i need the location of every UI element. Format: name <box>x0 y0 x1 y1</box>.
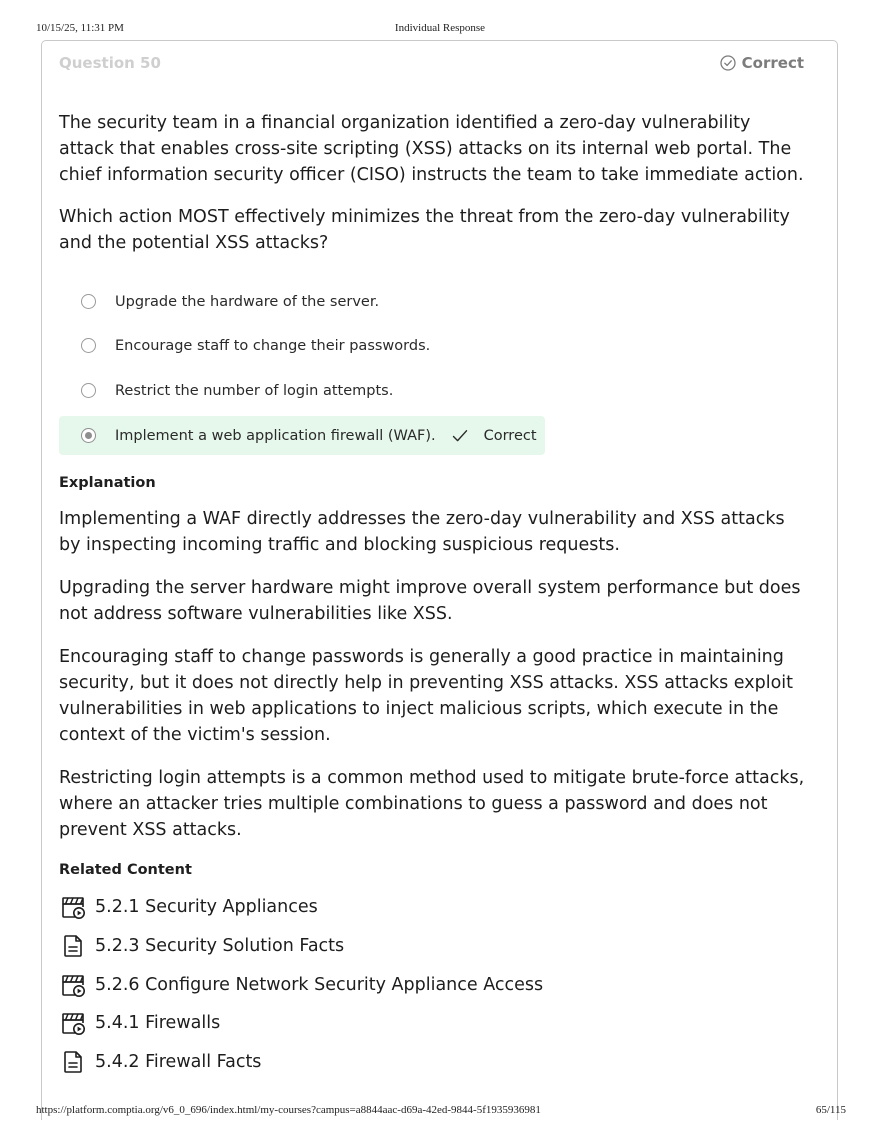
related-link-firewalls[interactable] <box>59 1009 220 1037</box>
answer-option-2[interactable] <box>59 326 545 365</box>
question-text: The security team in a financial organization identified a zero-day vulnerability attack that enables cross-site scripting (XSS) attacks on its internal web portal. The chief information security officer (CISO) instructs the team to take immediate action. <box>59 113 804 185</box>
answer-option-label: Upgrade the hardware of the server. <box>115 293 380 310</box>
answer-option-label: Implement a web application firewall (WAF). <box>115 427 436 444</box>
answer-option-1[interactable] <box>59 282 545 321</box>
related-link-security-appliances[interactable] <box>59 893 318 921</box>
explanation-paragraph: Upgrading the server hardware might improve overall system performance but does not address software vulnerabilities like XSS. <box>59 578 801 624</box>
radio-button-selected[interactable] <box>81 428 96 443</box>
question-prompt: Which action MOST effectively minimizes the threat from the zero-day vulnerability and the potential XSS attacks? <box>59 207 790 253</box>
print-datetime: 10/15/25, 11:31 PM <box>36 22 124 34</box>
status-badge <box>720 54 804 72</box>
radio-button[interactable] <box>81 338 96 353</box>
related-content-heading: Related Content <box>59 862 192 878</box>
video-clapper-icon <box>59 971 87 999</box>
print-url: https://platform.comptia.org/v6_0_696/index.html/my-courses?campus=a8844aac-d69a-42ed-9844-5f1935936981 <box>36 1104 541 1116</box>
checkmark-icon <box>452 429 468 443</box>
related-link-firewall-facts[interactable] <box>59 1048 261 1076</box>
question-number: Question 50 <box>59 54 161 72</box>
status-label: Correct <box>741 54 804 72</box>
video-clapper-icon <box>59 1009 87 1037</box>
related-link-label: 5.2.3 Security Solution Facts <box>95 936 345 956</box>
answer-option-label: Restrict the number of login attempts. <box>115 382 394 399</box>
related-link-security-solution-facts[interactable] <box>59 932 344 960</box>
explanation-paragraph: Restricting login attempts is a common method used to mitigate brute-force attacks, where an attacker tries multiple combinations to guess a password and does not prevent XSS attacks. <box>59 768 805 840</box>
radio-button[interactable] <box>81 294 96 309</box>
print-footer <box>0 1104 880 1118</box>
answer-option-3[interactable] <box>59 371 545 410</box>
print-title: Individual Response <box>394 22 486 34</box>
document-icon <box>59 1048 87 1076</box>
radio-button[interactable] <box>81 383 96 398</box>
print-page-number: 65/115 <box>815 1104 846 1116</box>
related-link-label: 5.4.2 Firewall Facts <box>95 1052 262 1072</box>
question-card <box>41 40 838 1120</box>
explanation-heading: Explanation <box>59 475 156 491</box>
print-header <box>0 22 880 36</box>
related-link-configure-network-security-appliance-access[interactable] <box>59 971 543 999</box>
explanation-paragraph: Encouraging staff to change passwords is generally a good practice in maintaining security, but it does not directly help in preventing XSS attacks. XSS attacks exploit vulnerabilities in web applications to inject malicious scripts, which execute in the context of the victim's session. <box>59 647 794 745</box>
answer-option-label: Encourage staff to change their passwords. <box>115 337 431 354</box>
related-link-label: 5.2.6 Configure Network Security Appliance Access <box>95 975 544 995</box>
correct-indicator <box>452 428 537 444</box>
explanation-paragraph: Implementing a WAF directly addresses the zero-day vulnerability and XSS attacks by inspecting incoming traffic and blocking suspicious requests. <box>59 509 785 555</box>
related-link-label: 5.4.1 Firewalls <box>95 1013 221 1033</box>
video-clapper-icon <box>59 893 87 921</box>
document-icon <box>59 932 87 960</box>
check-circle-icon <box>720 55 736 71</box>
correct-indicator-label: Correct <box>483 427 537 444</box>
related-link-label: 5.2.1 Security Appliances <box>95 897 318 917</box>
answer-option-4-selected[interactable] <box>59 416 545 455</box>
